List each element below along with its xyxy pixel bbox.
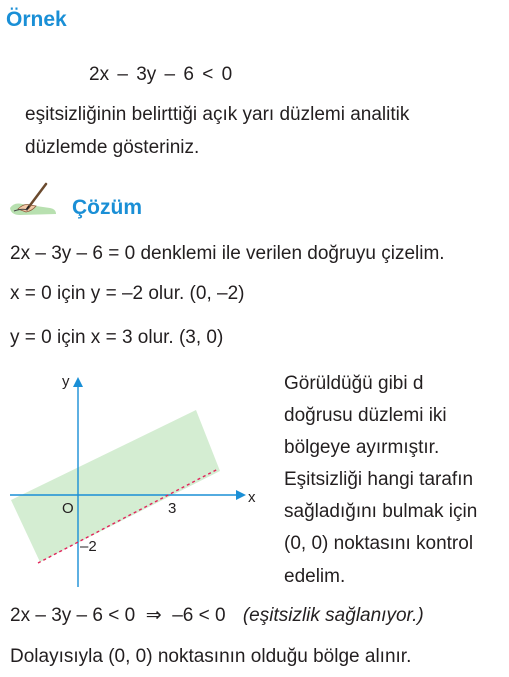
solution-line-2: x = 0 için y = –2 olur. (0, –2) — [10, 283, 245, 304]
coordinate-graph — [0, 365, 270, 590]
side-text-1: Görüldüğü gibi d — [284, 373, 424, 394]
check-line — [10, 605, 424, 627]
example-heading: Örnek — [6, 8, 67, 31]
inequality: 2x – 3y – 6 < 0 — [89, 64, 233, 85]
y-axis-arrow-icon — [73, 377, 83, 387]
solution-line-3: y = 0 için x = 3 olur. (3, 0) — [10, 327, 224, 348]
conclusion: Dolayısıyla (0, 0) noktasının olduğu bölge alınır. — [10, 646, 412, 667]
check-note: (eşitsizlik sağlanıyor.) — [242, 605, 424, 626]
side-text-2: doğrusu düzlemi iki — [284, 405, 447, 426]
side-text-6: (0, 0) noktasını kontrol — [284, 533, 474, 554]
statement-line-1: eşitsizliğinin belirttiği açık yarı düzlemi analitik — [25, 104, 410, 125]
side-text-4: Eşitsizliği hangi tarafın — [284, 469, 474, 490]
x-axis-arrow-icon — [236, 490, 246, 500]
check-expression: 2x – 3y – 6 < 0 ⇒ –6 < 0 — [10, 605, 226, 626]
origin-label: O — [62, 500, 74, 517]
y-intercept-label: –2 — [80, 538, 97, 555]
side-text-3: bölgeye ayırmıştır. — [284, 437, 440, 458]
statement-line-2: düzlemde gösteriniz. — [25, 137, 200, 158]
y-axis-label: y — [62, 373, 70, 390]
solution-line-1: 2x – 3y – 6 = 0 denklemi ile verilen doğruyu çizelim. — [10, 243, 445, 264]
solution-heading: Çözüm — [72, 196, 142, 219]
x-intercept-label: 3 — [168, 500, 177, 517]
side-text-7: edelim. — [284, 566, 346, 587]
side-text-5: sağladığını bulmak için — [284, 501, 478, 522]
solution-region — [11, 410, 220, 562]
pencil-writing-icon — [6, 178, 62, 218]
x-axis-label: x — [248, 489, 256, 506]
